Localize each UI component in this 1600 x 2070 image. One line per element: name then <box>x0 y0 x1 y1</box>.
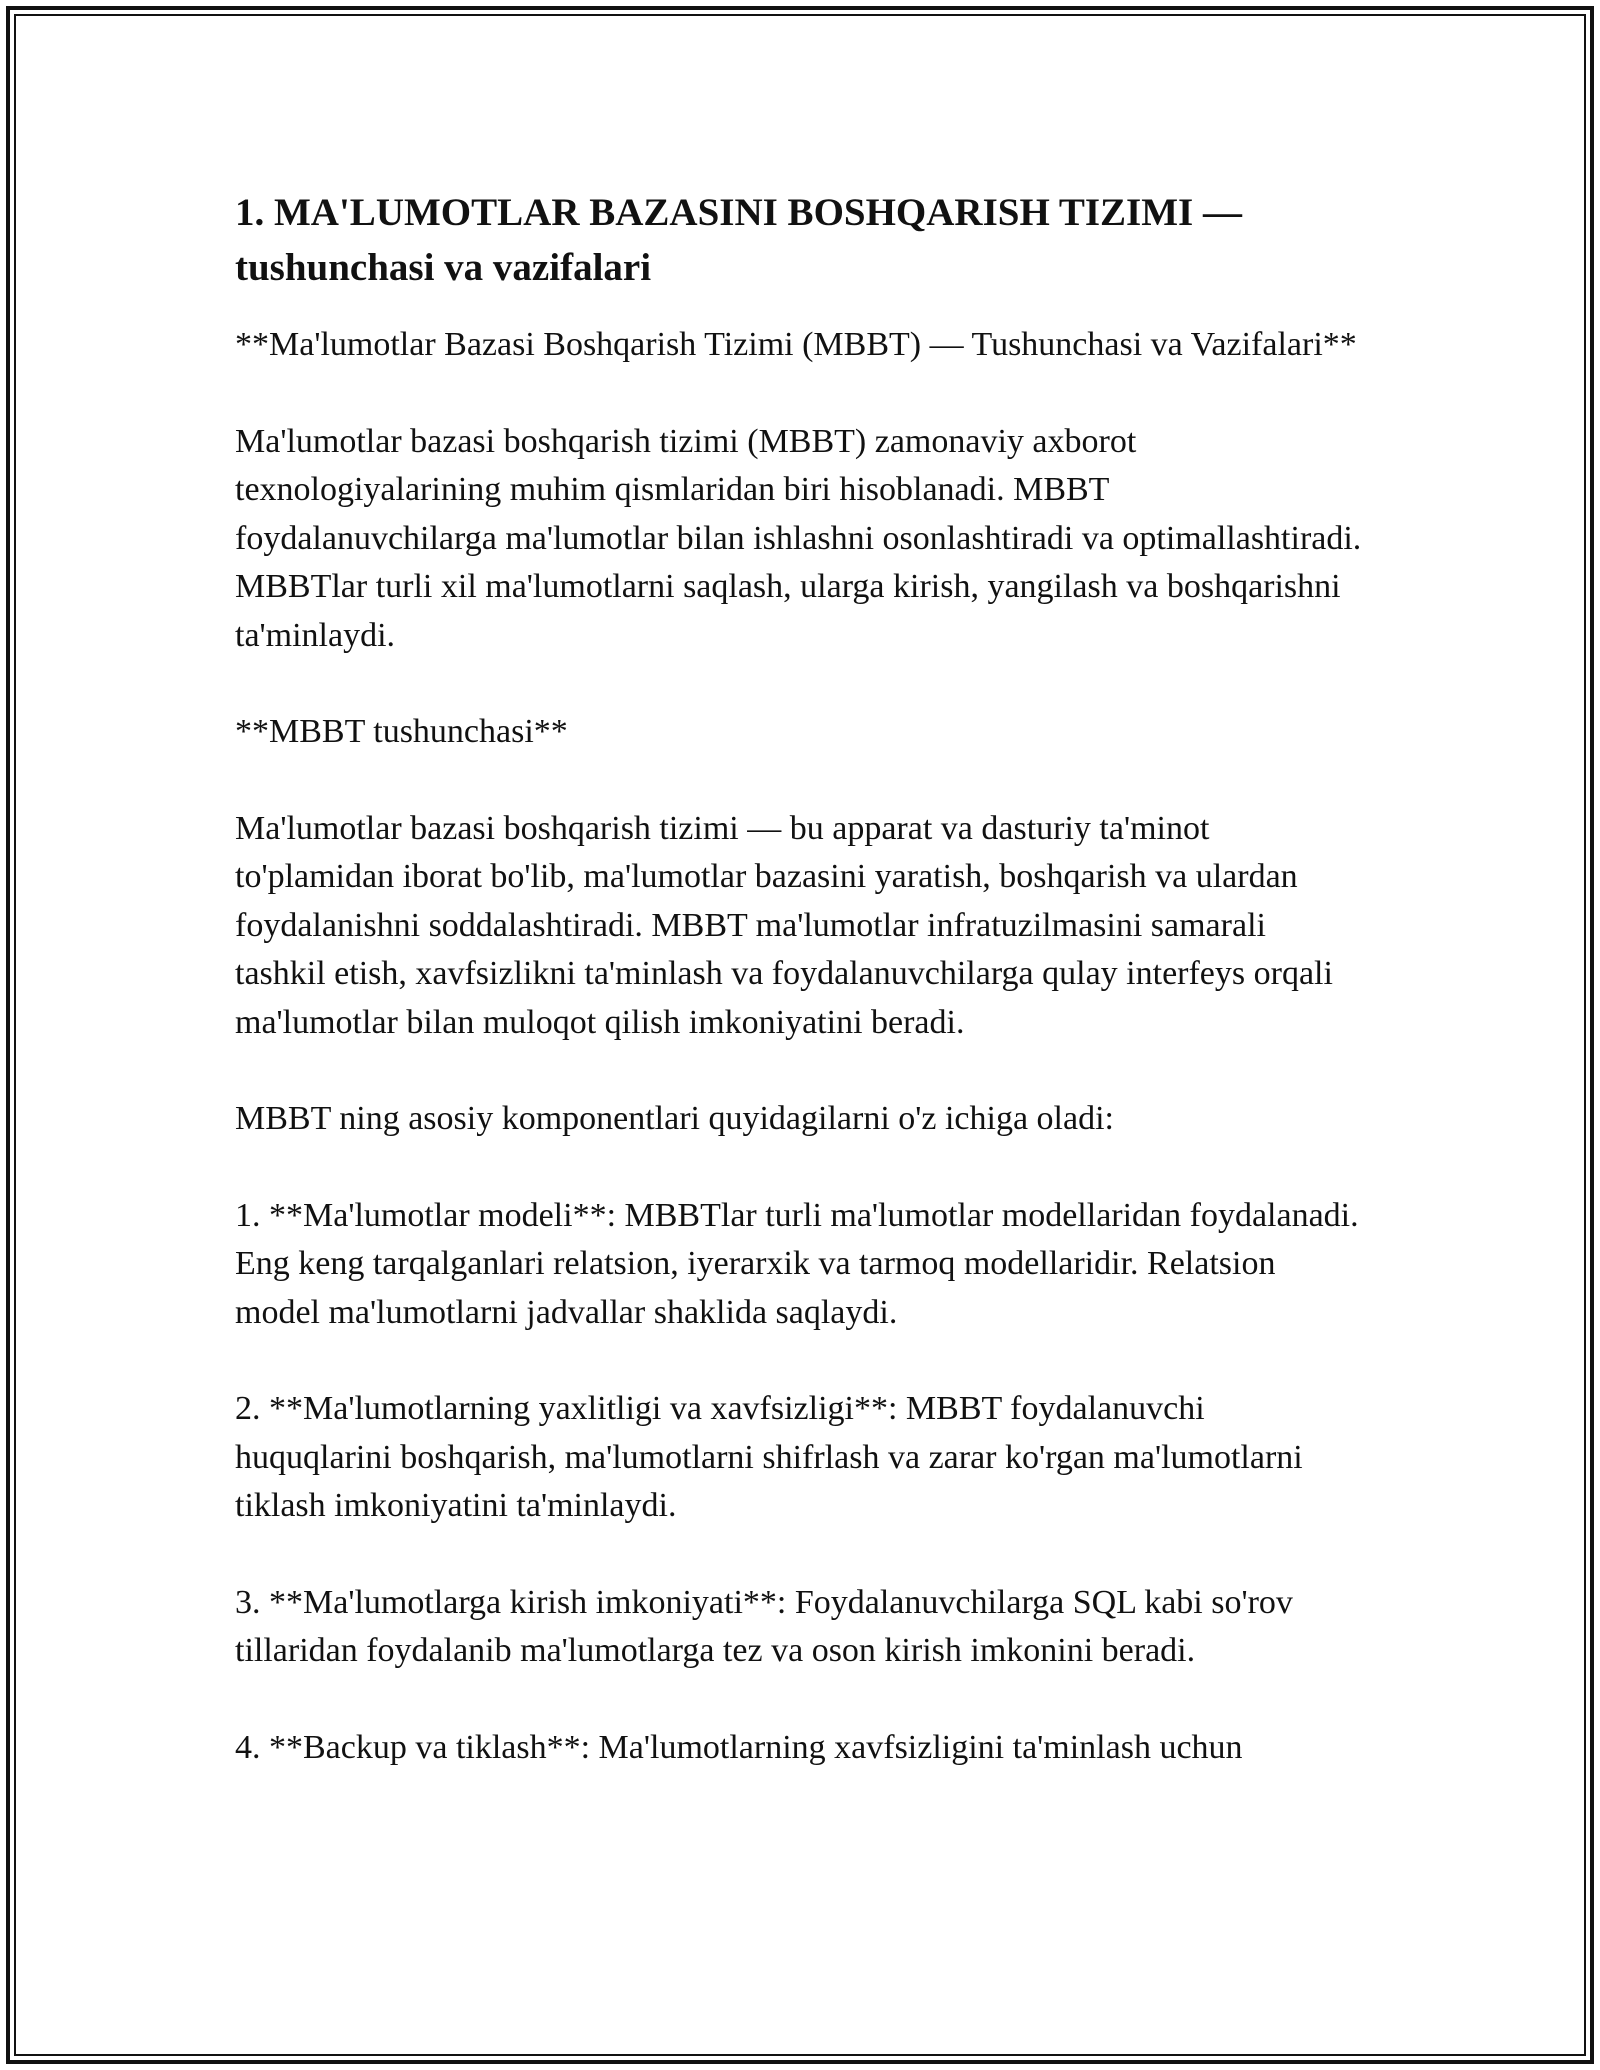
list-item-1: 1. **Ma'lumotlar modeli**: MBBTlar turli ma'lumotlar modellaridan foydalanadi. Eng keng tarqalganlari relatsion, iyerarxik va tarmoq modellaridir. Relatsion model ma'lumotlarni jadvallar shaklida saqlaydi. <box>235 1196 1368 1331</box>
section-heading-paragraph: **Ma'lumotlar Bazasi Boshqarish Tizimi (MBBT) — Tushunchasi va Vazifalari** <box>235 326 1357 363</box>
list-item-4: 4. **Backup va tiklash**: Ma'lumotlarning xavfsizligini ta'minlash uchun <box>235 1728 1243 1766</box>
subheading-paragraph: **MBBT tushunchasi** <box>235 713 568 750</box>
document-title: 1. MA'LUMOTLAR BAZASINI BOSHQARISH TIZIMI — tushunchasi va vazifalari <box>235 191 1242 289</box>
intro-paragraph: Ma'lumotlar bazasi boshqarish tizimi (MBBT) zamonaviy axborot texnologiyalarining muhim qismlaridan biri hisoblanadi. MBBT foydalanuvchilarga ma'lumotlar bilan ishlashni osonlashtiradi va optimallashtiradi. MBBTlar turli xil ma'lumotlarni saqlash, ularga kirish, yangilash va boshqarishni ta'minlaydi. <box>235 422 1370 654</box>
list-item-3: 3. **Ma'lumotlarga kirish imkoniyati**: Foydalanuvchilarga SQL kabi so'rov tillaridan foydalanib ma'lumotlarga tez va oson kirish imkonini beradi. <box>235 1583 1302 1669</box>
list-item-2: 2. **Ma'lumotlarning yaxlitligi va xavfsizligi**: MBBT foydalanuvchi huquqlarini boshqarish, ma'lumotlarni shifrlash va zarar ko'rgan ma'lumotlarni tiklash imkoniyatini ta'minlaydi. <box>235 1390 1312 1524</box>
document-page <box>235 185 1370 1820</box>
components-intro-paragraph: MBBT ning asosiy komponentlari quyidagilarni o'z ichiga oladi: <box>235 1100 1114 1137</box>
definition-paragraph: Ma'lumotlar bazasi boshqarish tizimi — bu apparat va dasturiy ta'minot to'plamidan iborat bo'lib, ma'lumotlar bazasini yaratish, boshqarish va ulardan foydalanishni soddalashtiradi. MBBT ma'lumotlar infratuzilmasini samarali tashkil etish, xavfsizlikni ta'minlash va foydalanuvchilarga qulay interfeys orqali ma'lumotlar bilan muloqot qilish imkoniyatini beradi. <box>235 809 1342 1041</box>
